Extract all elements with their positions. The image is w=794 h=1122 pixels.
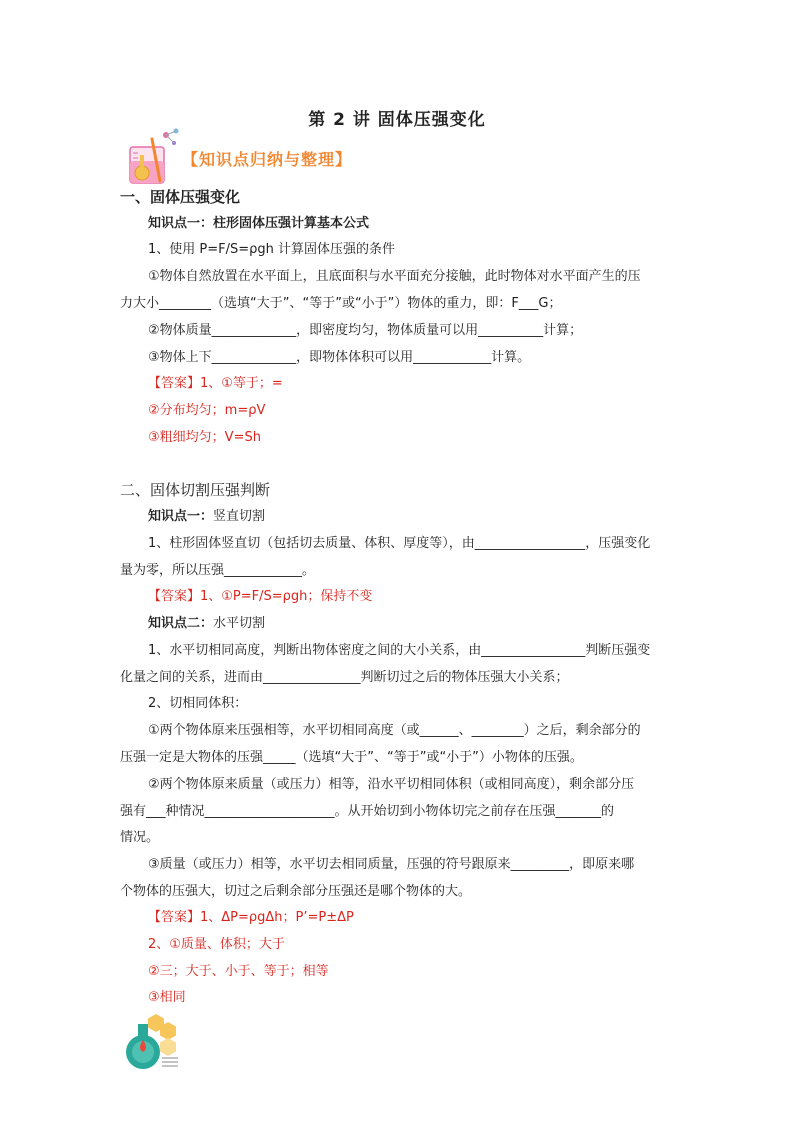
knowledge-point-text: 竖直切割 [213,509,266,524]
text-line: ①两个物体原来压强相等，水平切相同高度（或______、________）之后，剩余部分的 [148,723,641,738]
knowledge-point-heading [148,507,265,527]
knowledge-point-label: 知识点二： [148,616,214,631]
knowledge-point-text: 水平切割 [213,616,266,631]
round-flask-icon [120,1010,182,1072]
section-heading: 二、固体切割压强判断 [120,481,271,499]
text-line: ③物体上下_____________，即物体体积可以用____________计算。 [148,350,531,365]
page-title: 第 2 讲 固体压强变化 [308,110,486,130]
text-line: 个物体的压强大，切过之后剩余部分压强还是哪个物体的大。 [120,884,472,899]
text-line: 1、水平切相同高度，判断出物体密度之间的大小关系，由________________判断压强变 [148,643,651,658]
knowledge-point-label: 知识点一： [148,509,214,524]
text-line: 2、切相同体积： [148,696,248,711]
section-header: 【知识点归纳与整理】 [182,150,353,169]
answer-line: ③相同 [148,990,186,1005]
answer-line: ②分布均匀；m=ρV [148,403,266,418]
chemistry-flask-icon [124,125,184,187]
answer-line: ②三；大于、小于、等于；相等 [148,964,329,979]
text-line: 强有___种情况____________________。从开始切到小物体切完之前存在压强_______的 [120,804,615,819]
answer-line: ③粗细均匀；V=Sh [148,430,261,445]
answer-line: 【答案】1、ΔP=ρgΔh；P’=P±ΔP [148,910,354,925]
text-line: 量为零，所以压强____________。 [120,563,316,578]
text-line: ③质量（或压力）相等，水平切去相同质量，压强的符号跟原来_________，即原来哪 [148,857,635,872]
text-line: 压强一定是大物体的压强_____（选填“大于”、“等于”或“小于”）小物体的压强。 [120,750,583,765]
knowledge-point-heading: 知识点一：柱形固体压强计算基本公式 [148,216,370,231]
answer-line: 【答案】1、①等于；= [148,376,283,391]
answer-line: 【答案】1、①P=F/S=ρgh；保持不变 [148,589,373,604]
text-line: 力大小________（选填“大于”、“等于”或“小于”）物体的重力，即：F___G； [120,296,562,311]
text-line: ①物体自然放置在水平面上，且底面积与水平面充分接触，此时物体对水平面产生的压 [148,269,641,284]
knowledge-point-heading [148,614,265,634]
text-line: 情况。 [120,830,160,845]
answer-line: 2、①质量、体积；大于 [148,937,285,952]
text-line: ②两个物体原来质量（或压力）相等，沿水平切相同体积（或相同高度），剩余部分压 [148,777,635,792]
text-line: 1、使用 P=F/S=ρgh 计算固体压强的条件 [148,242,396,257]
section-heading: 一、固体压强变化 [120,188,241,206]
text-line: 1、柱形固体竖直切（包括切去质量、体积、厚度等），由_________________，压强变化 [148,536,651,551]
text-line: 化量之间的关系，进而由_______________判断切过之后的物体压强大小关系； [120,670,569,685]
text-line: ②物体质量_____________，即密度均匀，物体质量可以用__________计算； [148,323,583,338]
